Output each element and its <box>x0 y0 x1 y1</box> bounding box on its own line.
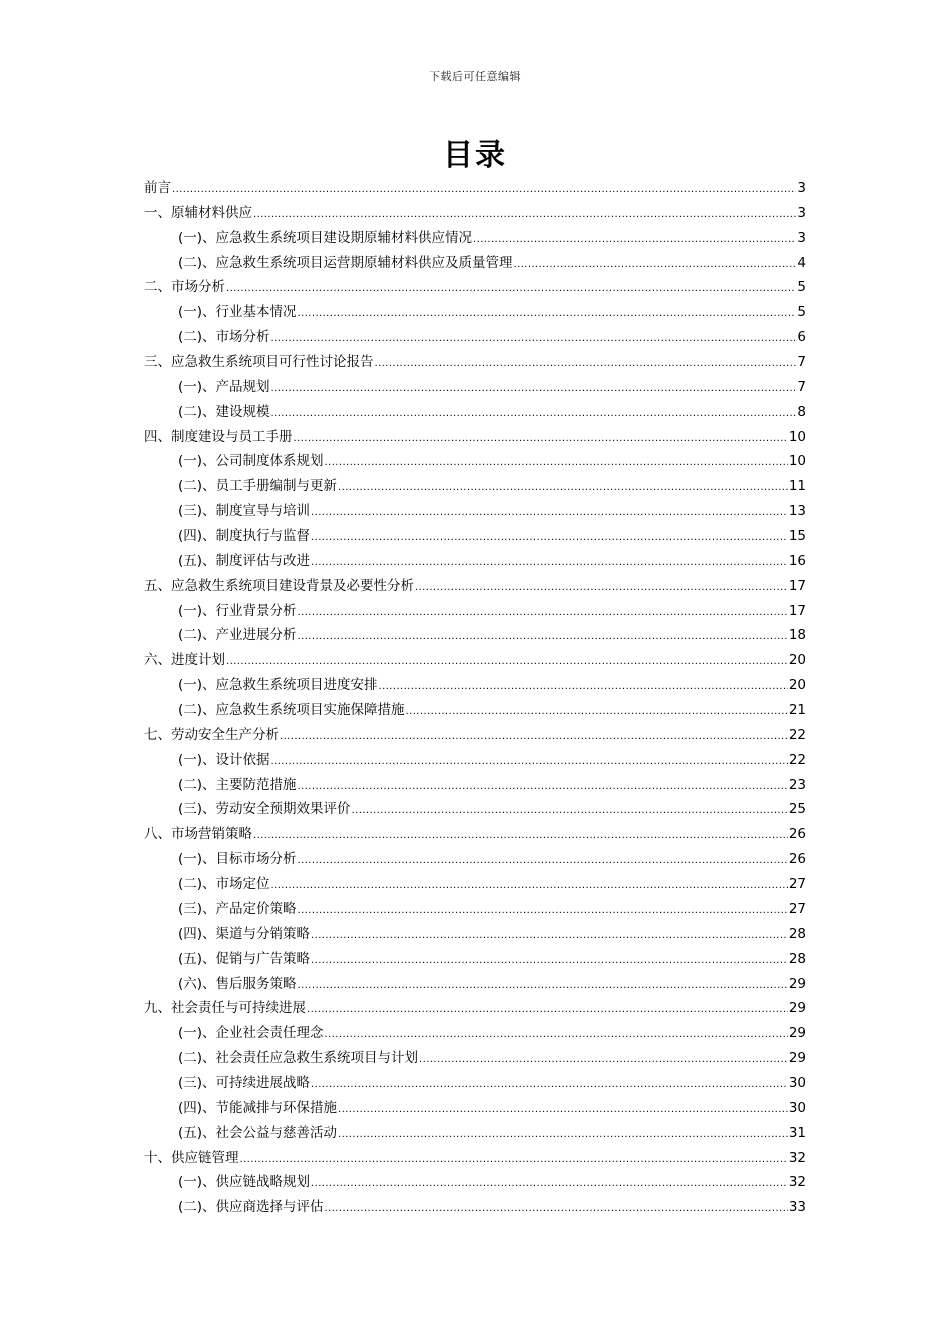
toc-dot-leader <box>298 775 788 798</box>
toc-dot-leader <box>352 799 788 822</box>
toc-entry-page-number: 30 <box>788 1099 806 1116</box>
toc-entry-label: 四、制度建设与员工手册 <box>144 428 293 445</box>
toc-entry-label: 五、应急救生系统项目建设背景及必要性分析 <box>144 577 414 594</box>
toc-entry-label: 十、供应链管理 <box>144 1149 239 1166</box>
toc-entry-page-number: 5 <box>797 279 806 296</box>
toc-entry[interactable] <box>144 748 806 773</box>
toc-dot-leader <box>226 650 788 673</box>
toc-dot-leader <box>253 824 788 847</box>
toc-dot-leader <box>375 352 797 375</box>
toc-dot-leader <box>415 576 788 599</box>
toc-entry-page-number: 33 <box>788 1199 806 1216</box>
toc-entry-label: (五)、促销与广告策略 <box>178 950 311 967</box>
toc-entry-page-number: 31 <box>788 1124 806 1141</box>
toc-entry-page-number: 13 <box>788 503 806 520</box>
toc-dot-leader <box>379 675 788 698</box>
toc-dot-leader <box>311 526 788 549</box>
toc-dot-leader <box>298 899 788 922</box>
toc-entry-page-number: 7 <box>797 378 806 395</box>
toc-entry-page-number: 22 <box>788 726 806 743</box>
toc-entry-label: (四)、节能减排与环保措施 <box>178 1099 338 1116</box>
toc-dot-leader <box>325 1197 788 1220</box>
toc-entry[interactable] <box>144 947 806 972</box>
toc-entry[interactable] <box>144 1096 806 1121</box>
toc-dot-leader <box>298 601 788 624</box>
toc-dot-leader <box>280 725 788 748</box>
toc-entry-label: (二)、应急救生系统项目运营期原辅材料供应及质量管理 <box>178 254 513 271</box>
toc-entry[interactable] <box>144 251 806 276</box>
toc-entry-page-number: 10 <box>788 428 806 445</box>
toc-entry-label: (二)、建设规模 <box>178 403 270 420</box>
toc-entry-label: (一)、应急救生系统项目建设期原辅材料供应情况 <box>178 229 473 246</box>
toc-entry-label: (三)、产品定价策略 <box>178 900 297 917</box>
toc-dot-leader <box>271 327 797 350</box>
toc-dot-leader <box>271 377 797 400</box>
toc-entry[interactable] <box>144 1195 806 1220</box>
toc-entry-page-number: 3 <box>797 180 806 196</box>
toc-dot-leader <box>240 1148 788 1171</box>
toc-entry-page-number: 28 <box>788 925 806 942</box>
toc-entry-page-number: 18 <box>788 627 806 644</box>
toc-entry[interactable] <box>144 972 806 997</box>
toc-entry-label: (一)、目标市场分析 <box>178 851 297 868</box>
toc-entry-page-number: 16 <box>788 552 806 569</box>
toc-entry-label: 九、社会责任与可持续进展 <box>144 1000 306 1017</box>
toc-entry[interactable] <box>144 1121 806 1146</box>
toc-dot-leader <box>307 998 788 1021</box>
toc-entry-page-number: 29 <box>788 1000 806 1017</box>
toc-dot-leader <box>325 451 788 474</box>
toc-entry-label: (一)、企业社会责任理念 <box>178 1025 324 1042</box>
toc-entry-page-number: 30 <box>788 1074 806 1091</box>
toc-entry-label: (五)、社会公益与慈善活动 <box>178 1124 338 1141</box>
toc-entry-page-number: 10 <box>788 453 806 470</box>
toc-dot-leader <box>325 1023 788 1046</box>
toc-entry-page-number: 29 <box>788 975 806 992</box>
toc-entry-page-number: 23 <box>788 776 806 793</box>
toc-entry[interactable] <box>144 1071 806 1096</box>
toc-entry-label: (四)、制度执行与监督 <box>178 528 311 545</box>
toc-entry-page-number: 26 <box>788 851 806 868</box>
toc-entry[interactable] <box>144 773 806 798</box>
toc-dot-leader <box>473 228 796 251</box>
toc-entry-page-number: 20 <box>788 677 806 694</box>
toc-entry[interactable] <box>144 474 806 499</box>
toc-entry-label: (二)、产业进展分析 <box>178 627 297 644</box>
toc-entry-label: (六)、售后服务策略 <box>178 975 297 992</box>
toc-entry-page-number: 25 <box>788 801 806 818</box>
toc-entry-page-number: 7 <box>797 354 806 371</box>
toc-entry[interactable] <box>144 176 806 201</box>
toc-entry-page-number: 27 <box>788 900 806 917</box>
toc-entry-label: (三)、制度宣导与培训 <box>178 503 311 520</box>
toc-entry-label: (二)、市场分析 <box>178 329 270 346</box>
toc-entry-label: (二)、供应商选择与评估 <box>178 1199 324 1216</box>
toc-entry-page-number: 27 <box>788 876 806 893</box>
toc-entry[interactable] <box>144 549 806 574</box>
toc-entry-page-number: 3 <box>797 229 806 246</box>
toc-dot-leader <box>271 750 788 773</box>
toc-entry-page-number: 28 <box>788 950 806 967</box>
toc-entry[interactable] <box>144 400 806 425</box>
toc-entry-label: 三、应急救生系统项目可行性讨论报告 <box>144 354 374 371</box>
toc-entry-page-number: 22 <box>788 751 806 768</box>
toc-entry[interactable] <box>144 1170 806 1195</box>
toc-entry[interactable] <box>144 226 806 251</box>
toc-entry-page-number: 11 <box>788 478 806 495</box>
toc-entry[interactable] <box>144 201 806 226</box>
toc-entry[interactable] <box>144 275 806 300</box>
toc-dot-leader <box>514 253 797 276</box>
toc-dot-leader <box>311 924 788 947</box>
toc-dot-leader <box>172 178 796 201</box>
toc-dot-leader <box>338 1098 788 1121</box>
toc-entry[interactable] <box>144 1021 806 1046</box>
toc-entry-label: (二)、员工手册编制与更新 <box>178 478 338 495</box>
toc-entry-label: 六、进度计划 <box>144 652 225 669</box>
toc-entry-page-number: 17 <box>788 602 806 619</box>
toc-entry[interactable] <box>144 1046 806 1071</box>
toc-entry[interactable] <box>144 1146 806 1171</box>
toc-entry[interactable] <box>144 449 806 474</box>
toc-entry-page-number: 29 <box>788 1050 806 1067</box>
toc-dot-leader <box>311 551 788 574</box>
toc-entry-label: (一)、行业背景分析 <box>178 602 297 619</box>
toc-title: 目录 <box>443 138 507 173</box>
toc-entry-label: (三)、可持续进展战略 <box>178 1074 311 1091</box>
toc-entry[interactable] <box>144 599 806 624</box>
toc-entry-page-number: 29 <box>788 1025 806 1042</box>
toc-dot-leader <box>311 1172 788 1195</box>
toc-entry[interactable] <box>144 375 806 400</box>
toc-dot-leader <box>338 476 788 499</box>
toc-entry[interactable] <box>144 648 806 673</box>
toc-entry-label: (二)、社会责任应急救生系统项目与计划 <box>178 1050 419 1067</box>
toc-entry-page-number: 20 <box>788 652 806 669</box>
toc-entry[interactable] <box>144 698 806 723</box>
toc-entry-label: (二)、主要防范措施 <box>178 776 297 793</box>
toc-dot-leader <box>271 402 797 425</box>
toc-entry-page-number: 6 <box>797 329 806 346</box>
toc-entry-label: (五)、制度评估与改进 <box>178 552 311 569</box>
toc-entry-page-number: 21 <box>788 702 806 719</box>
toc-dot-leader <box>298 849 788 872</box>
toc-dot-leader <box>419 1048 788 1071</box>
toc-entry[interactable] <box>144 673 806 698</box>
toc-entry-page-number: 3 <box>797 204 806 221</box>
toc-dot-leader <box>406 700 788 723</box>
toc-entry[interactable] <box>144 623 806 648</box>
toc-entry-page-number: 15 <box>788 528 806 545</box>
toc-dot-leader <box>338 1123 788 1146</box>
toc-dot-leader <box>298 974 788 997</box>
toc-dot-leader <box>311 501 788 524</box>
toc-entry[interactable] <box>144 574 806 599</box>
toc-entry-label: (一)、公司制度体系规划 <box>178 453 324 470</box>
toc-entry-label: 二、市场分析 <box>144 279 225 296</box>
toc-entry-page-number: 26 <box>788 826 806 843</box>
toc-entry-label: 八、市场营销策略 <box>144 826 252 843</box>
toc-dot-leader <box>298 302 797 325</box>
toc-entry-page-number: 32 <box>788 1174 806 1191</box>
toc-list <box>144 176 806 1220</box>
toc-entry-label: (一)、应急救生系统项目进度安排 <box>178 677 378 694</box>
toc-entry-label: (三)、劳动安全预期效果评价 <box>178 801 351 818</box>
toc-entry[interactable] <box>144 499 806 524</box>
toc-entry-label: (二)、应急救生系统项目实施保障措施 <box>178 702 405 719</box>
toc-entry[interactable] <box>144 897 806 922</box>
toc-dot-leader <box>253 203 796 226</box>
toc-entry-label: 前言 <box>144 180 171 196</box>
toc-entry-label: (四)、渠道与分销策略 <box>178 925 311 942</box>
toc-entry-label: (一)、行业基本情况 <box>178 304 297 321</box>
toc-dot-leader <box>311 1073 788 1096</box>
header-note: 下载后可任意编辑 <box>429 70 521 83</box>
toc-entry[interactable] <box>144 350 806 375</box>
toc-entry[interactable] <box>144 425 806 450</box>
toc-entry-label: (一)、产品规划 <box>178 378 270 395</box>
toc-entry-page-number: 4 <box>797 254 806 271</box>
toc-entry-page-number: 17 <box>788 577 806 594</box>
toc-dot-leader <box>311 949 788 972</box>
toc-dot-leader <box>226 277 796 300</box>
toc-entry-page-number: 8 <box>797 403 806 420</box>
toc-entry[interactable] <box>144 872 806 897</box>
toc-entry[interactable] <box>144 723 806 748</box>
toc-entry-page-number: 5 <box>797 304 806 321</box>
toc-entry[interactable] <box>144 300 806 325</box>
toc-dot-leader <box>298 625 788 648</box>
toc-entry[interactable] <box>144 922 806 947</box>
toc-entry-label: 七、劳动安全生产分析 <box>144 726 279 743</box>
toc-entry[interactable] <box>144 996 806 1021</box>
toc-entry[interactable] <box>144 822 806 847</box>
toc-entry[interactable] <box>144 325 806 350</box>
toc-entry-page-number: 32 <box>788 1149 806 1166</box>
toc-dot-leader <box>271 874 788 897</box>
toc-dot-leader <box>294 427 788 450</box>
toc-entry[interactable] <box>144 847 806 872</box>
toc-entry-label: (二)、市场定位 <box>178 876 270 893</box>
toc-entry[interactable] <box>144 797 806 822</box>
toc-entry-label: (一)、供应链战略规划 <box>178 1174 311 1191</box>
toc-entry[interactable] <box>144 524 806 549</box>
toc-entry-label: 一、原辅材料供应 <box>144 204 252 221</box>
toc-entry-label: (一)、设计依据 <box>178 751 270 768</box>
